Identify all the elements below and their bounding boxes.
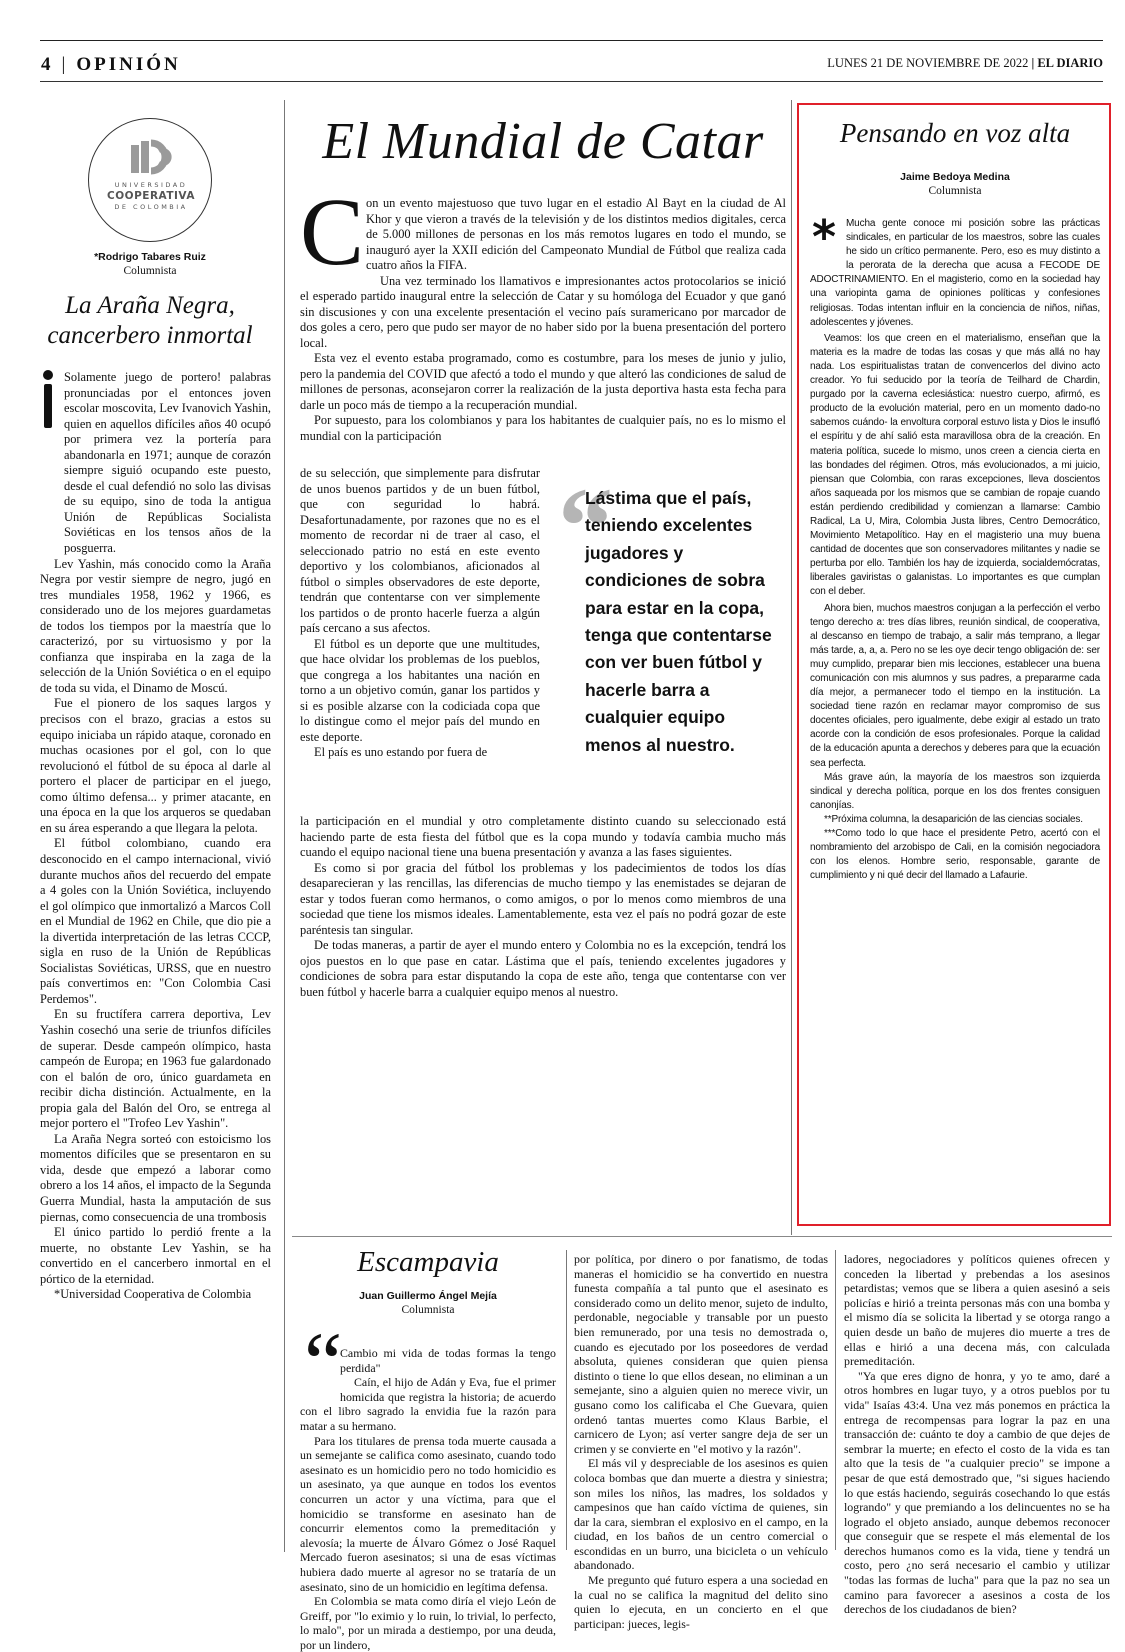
main-title: El Mundial de Catar [322, 113, 764, 170]
left-paragraph-1: Lev Yashin, más conocido como la Araña Negra por vestir siempre de negro, jugó en tres mundiales 1958, 1962 y 1966, es considerado uno de los mejores guardametas de todos los tiempos por la maestría que lo caracterizó, por su virtuosismo y por la confianza que inspiraba en la zaga de la selección de la Unión Soviética o en el equipo de toda su vida, el Dinamo de Moscú. [40, 556, 271, 695]
bottom-col3-p2: "Ya que eres digno de honra, y yo te amo, daré a otros hombres en lugar tuyo, y a otros pueblos por tu vida" Isaías 43:4. Una vez más ponemos en práctica la entrega de recompensas para lograr la paz en una transacción de: cuánto te doy a cambio de que dejes de sembrar la muerte; en efecto el costo de la vida es tan alto que la tesis de "a cualquier precio" se impone a pesar de que está demostrado que, "si sigues haciendo lo que estás haciendo, seguirás cosechando lo que estás logrando" y que premiando a los delincuentes no se ha logrado el objeto ansiado, aunque debemos reconocer que conseguir que se respete el más elemental de los derechos humanos como es la vida, tiene y tendrá un costo, pero ¿no será necesario el cambio y utilizar "todas las formas de lucha" para que la paz no sea un camino para favorecer a asesinos a costa de los derechos de los ciudadanos de bien? [844, 1368, 1110, 1617]
section-name: OPINIÓN [76, 54, 181, 75]
main-paragraph-4: El fútbol es un deporte que une multitudes, que hace olvidar los problemas de los pueblos, que congrega a los habitantes una nación en torno a un objetivo común, ganar los partidos y si es posible alzarse con la codiciada copa que lo distingue como el mejor país del mundo en este deporte. [300, 636, 540, 744]
bottom-col1-p2: Caín, el hijo de Adán y Eva, fue el primer homicida que registra la historia; de acuerdo con el libro sagrado la envidia fue la razón para matar a su hermano. [300, 1375, 556, 1433]
pullquote: Lástima que el país, teniendo excelentes jugadores y condiciones de sobra para estar en la copa, tenga que contentarse con ver buen fútbol y hacerle barra a cualquier equipo menos al nuestro. [585, 488, 772, 755]
main-paragraph-5a: El país es uno estando por fuera de [314, 745, 488, 759]
bottom-col3-p1: ladores, negociadores y políticos quienes ofrecen y conceden la libertad y prebendas a los asesinos petardistas; vemos que se libera a quien asesinó a seis policías e hirió a treinta personas más con una bomba y el mismo día se solicita la libertad y se otorga rango a quien desde un baño de mujeres dio muerte a tres de ellas e hirió a una decena más, con calculada premeditación. [844, 1252, 1110, 1369]
left-role: Columnista [123, 265, 177, 277]
university-logo [88, 118, 212, 242]
bottom-col2-p2: El más vil y despreciable de los asesinos es quien coloca bombas que dan muerte a diestra y siniestra; son miles los niños, las madres, los soldados y campesinos que han caído víctima de quienes, sin dar la cara, siembran el explosivo en el campo, en la ciudad, en los baños de un centro comercial o escondidas en un burro, una bicicleta o un vehículo abandonado. [574, 1456, 828, 1573]
left-paragraph-6: El único partido lo perdió frente a la muerte, no obstante Lev Yashin, se ha convertido en el cancerbero inmortal en el pórtico de la eternidad. [40, 1225, 271, 1286]
left-paragraph-5: La Araña Negra sorteó con estoicismo los momentos difíciles que se presentaron en su vida, desde que empezó a laborar como obrero a los 14 años, el impacto de la Segunda Guerra Mundial, hasta la amputación de sus piernas, como consecuencia de una trombosis [40, 1131, 271, 1224]
right-role: Columnista [928, 185, 982, 197]
bottom-col1-p1: Cambio mi vida de todas formas la tengo perdida" [340, 1346, 556, 1375]
bottom-col-1 [300, 1346, 556, 1652]
logo-line-2: COOPERATIVA [107, 190, 195, 202]
bottom-author: Juan Guillermo Ángel Mejía [359, 1290, 497, 1302]
main-intro-text [300, 196, 786, 274]
bottom-title: Escampavia [357, 1246, 499, 1278]
right-author: Jaime Bedoya Medina [900, 171, 1010, 183]
bottom-col-3 [844, 1252, 1110, 1617]
left-title-line-1: La Araña Negra, [65, 292, 235, 319]
header-section [41, 54, 181, 76]
asterisk-dropcap: * [812, 210, 837, 264]
left-footnote: *Universidad Cooperativa de Colombia [54, 1287, 252, 1302]
bottom-role: Columnista [401, 1304, 455, 1316]
page-number: 4 [41, 54, 54, 75]
right-note-1: **Próxima columna, la desaparición de las ciencias sociales. [824, 813, 1083, 825]
open-quote-icon: “ [304, 1314, 343, 1410]
right-paragraph-3: Más grave aún, la mayoría de los maestros son izquierda sindical y derecha política, porque en los dos frentes consiguen canonjías. [810, 771, 1100, 811]
bottom-col1-p4: En Colombia se mata como diría el viejo León de Greiff, por "lo eximio y lo ruin, lo trivial, lo perfecto, lo malo", por un mirada a destiempo, por una deuda, por un lindero, [300, 1594, 556, 1652]
header-top-rule [40, 40, 1103, 41]
column-rule-left [284, 100, 285, 1552]
main-paragraph-5b: la participación en el mundial y otro completamente distinto cuando su seleccionado está haciendo parte de esta fiesta del fútbol que es la copa mundo y todavía cambia mucho más cuando el equipo nacional tiene una buena presentación y avanza a las fases siguientes. [300, 814, 786, 859]
main-intro-span: on un evento majestuoso que tuvo lugar en el estadio Al Bayt en la ciudad de Al Khor y que vieron a través de la televisión y de los distintos medios digitales, cerca de 5.000 millones de personas en los más remotos lugares en todo el mundo, se inauguró ayer la XXII edición del Campeonato Mundial de Fútbol que realiza cada cuatro años la FIFA. [366, 196, 786, 272]
main-paragraph-1: Una vez terminado los llamativos e impresionantes actos protocolarios se inició el esperado partido inaugural entre la selección de Catar y su homóloga del Ecuador y que ganó sin discusiones y con una excelente presentación el vecino país suramericano por marcador de dos goles a cero, pero que pudo ser mayor de no haber sido por la buena presentación del portero local. [300, 273, 786, 350]
bottom-col-2 [574, 1252, 828, 1631]
header-dateline [827, 56, 1103, 71]
column-rule-right [791, 100, 792, 1235]
main-paragraph-3a: Por supuesto, para los colombianos y para los habitantes de cualquier país, no es lo mismo el mundial con la participación [300, 413, 786, 443]
main-paragraph-2: Esta vez el evento estaba programado, como es costumbre, para los meses de junio y julio, pero la pandemia del COVID que afectó a todo el mundo y que alteró las condiciones de salud de millones de personas, aconsejaron correr la realización de la justa deportiva hasta esta fecha para darle un poco más de tiempo a la recuperación mundial. [300, 351, 786, 412]
right-title: Pensando en voz alta [839, 118, 1071, 148]
header-date: LUNES 21 DE NOVIEMBRE DE 2022 [827, 56, 1029, 70]
left-title-line-2: cancerbero inmortal [47, 322, 253, 349]
bottom-rule-1 [566, 1250, 567, 1550]
right-paragraph-2: Ahora bien, muchos maestros conjugan a la perfección el verbo tengo derecho a: tres días libres, reunión sindical, de cooperativa, al descanso en tiempo de trabajo, a salir más temprano, a llegar más tarde, a, a, a. Pero no se les oye decir tengo obligación de: ser muy cumplido, preparar bien mis lecciones, establecer una buena comunicación con mis alumnos y sus padres, a prepararme cada día mejor, a permanecer todo el tiempo en la institución. La sociedad tiene razón en reclamar mayor compromiso de sus docentes oficiales, pero igualmente, debe exigir al estado un trato acorde con la condición de esos profesionales. Porque la calidad de la educación apunta a derechos y deberes para que la ecuación sea perfecta. [810, 602, 1100, 769]
main-narrow-column [300, 466, 540, 761]
left-paragraph-2: Fue el pionero de los saques largos y precisos con el brazo, gracias a estos su equipo iniciaba un rápido ataque, coronado en muchas ocasiones por el gol, con lo que revolucionó el fútbol de su época al darle al portero el placer de participar en el juego, como último defensa... y primer atacante, en una época en la que los arqueros se quedaban en su área esperando a que llegara la pelota. [40, 696, 271, 835]
logo-line-3: DE COLOMBIA [114, 203, 188, 211]
bottom-col2-p3: Me pregunto qué futuro espera a una sociedad en la cual no se califica la magnitud del delito sino quien lo ejecuta, en un concierto en el que participan: jueces, legis- [574, 1573, 828, 1631]
left-intro: Solamente juego de portero! palabras pronunciadas por el entonces joven escolar moscovita, Lev Ivanovich Yashin, quien en aquellos difíciles años 40 ocupó por primera vez la portería para abandonarla en 1971; aunque de corazón siempre siguió ocupando este puesto, desde el cual defendió no solo las divisas de su equipo, sino de toda la antigua Unión de Repúblicas Socialista Soviéticas en los tensos años de la posguerra. [64, 370, 271, 556]
main-intro [300, 196, 786, 444]
left-article-body [40, 370, 271, 1550]
main-bottom-text [300, 814, 786, 1000]
right-article-body [810, 217, 1100, 1219]
pullquote-mark-icon: “ [558, 465, 613, 587]
left-title [40, 291, 260, 351]
right-note-2: ***Como todo lo que hace el presidente Petro, acertó con el nombramiento del arzobispo de Cali, en la comisión negociadora con los elenos. Hombre serio, responsable, garante de cumplimiento y ni qué decir del llamado a Lafaurie. [810, 828, 1100, 882]
left-paragraph-3: El fútbol colombiano, cuando era desconocido en el campo internacional, vivió durante muchos años del recuerdo del empate a 4 goles con la Unión Soviética, incluyendo el gol olímpico que inmortalizó a Marcos Coll en el Mundial de 1962 en Chile, que dio pie a la divertida interpretación de las letras CCCP, sigla en ruso de la Unión de Repúblicas Socialistas Soviéticas, URSS, que en nuestro país convertimos en: "Con Colombia Casi Perdemos". [40, 836, 271, 1006]
logo-line-1: UNIVERSIDAD [114, 181, 188, 189]
left-paragraph-4: En su fructífera carrera deportiva, Lev Yashin cosechó una serie de triunfos difíciles de superar. Desde campeón olímpico, hasta campeón de Europa; en 1963 fue galardonado con el balón de oro, único guardameta en recibir dicha distinción. Actualmente, en la propia gala del Balón del Oro, se entrega al mejor portero el "Trofeo Lev Yashin". [40, 1007, 271, 1131]
section-divider [292, 1236, 1112, 1237]
right-paragraph-1: Veamos: los que creen en el materialismo, enseñan que la materia es la madre de todas las cosas y que más allá no hay nada. Los espiritualistas tratan de convencerlos del divino acto creador. Yo fui seducido por la teoría de Teilhard de Chardin, purgado por la caverna eclesiástica: nuestro cuerpo, afirmó, es producto de la evolución material, pero en un momento dado-no sabemos cuándo- la envoltura corporal estuvo lista y Dios le insufló el espíritu y de ahí salió esta maravillosa obra de la creación. En materia política, sucede lo mismo, unos creen a ciencia cierta en las bondades del régimen. Otros, más evolucionados, a mi juicio, piensan que Colombia, con raras excepciones, lleva doscientos años saqueada por los mismos que se cambian de ropaje cuando están perdiendo credibilidad y comienzan a llamarse: Cambio Radical, La U, Mira, Colombia Justa libres, Centro Democrático, Movimiento Metapolítico. Hay en el magisterio una muy buena cantidad de docentes que son conservadores militantes y nadie se perturba por ello. También los hay de izquierda, socialdemócratas, liberales gaviristas o galanistas. Lo importantes es que cumplan con el deber. [810, 332, 1100, 598]
bottom-rule-2 [835, 1250, 836, 1550]
right-intro: Mucha gente conoce mi posición sobre las prácticas sindicales, en particular de los maestros, sobre las cuales he sido un crítico permanente. Pero, eso es muy distinto a la perorata de la derecha que acusa a FECODE DE ADOCTRINAMIENTO. En el magisterio, como en la sociedad hay una variopinta gama de opiniones políticas y confesiones religiosas. Todas intentan influir en la conciencia de niños, niñas, adolescentes y jóvenes. [810, 218, 1100, 328]
main-paragraph-3b: de su selección, que simplemente para disfrutar de unos buenos partidos y de un buen fútbol, que con seguridad lo habrá. Desafortunadamente, por razones que no es el momento de recordar ni de traer al caso, el seleccionado patrio no está en este evento deportivo y los colombianos, aficionados al fútbol o simples observadores de este deporte, tendrán que contentarse con ver simplemente los partidos o de pronto hacerle fuerza a algún país cercano a sus afectos. [300, 466, 540, 635]
bottom-col1-p3: Para los titulares de prensa toda muerte causada a un semejante se califica como asesinato, cuando todo asesinato es un homicidio pero no todo homicidio es un asesinato, ya que aunque en todos los eventos concurren un actor y una víctima, para que el homicidio se transforme en asesinato han de concurrir elementos como la premeditación y alevosía; la muerte de Álvaro Gómez o José Raquel Mercado fueron asesinatos; si una de esas víctimas hubiera dado muerte al agresor no se trataría de un asesinato, sino de un homicidio en legítima defensa. [300, 1433, 556, 1594]
left-author: *Rodrigo Tabares Ruiz [94, 251, 206, 263]
newspaper-name: EL DIARIO [1037, 56, 1103, 70]
main-paragraph-7: De todas maneras, a partir de ayer el mundo entero y Colombia no es la excepción, tendrá los ojos puestos en lo que pase en catar. Lástima que el país, teniendo excelentes jugadores y condiciones de sobra para estar disputando la copa de este año, tenga que contentarse con ver buen fútbol y hacerle barra a cualquier equipo menos al nuestro. [300, 938, 786, 999]
main-paragraph-6: Es como si por gracia del fútbol los problemas y los padecimientos de todos los días desaparecieran y las rencillas, las diferencias de mucho tiempo y las enemistades se dejaran de estar y todos fueran como hermanos, o como amigos, o por lo menos como miembros de una sociedad que tiene los mismos ideales. Lamentablemente, esta vez el país no podrá gozar de este paréntesis tan singular. [300, 860, 786, 937]
main-dropcap: C [300, 178, 365, 285]
header-separator: | [61, 54, 69, 75]
bottom-col2-p1: por política, por dinero o por fanatismo, de todas maneras el homicidio se ha convertido en nuestra funesta compañía a tal punto que el asesinato es considerado como un delito menor, sujeto de indulto, perdonable, negociable y transable por un puesto bien remunerado, por una tesis no demostrada o, cuando es ejecutado por los poseedores de verdad absoluta, quienes consideran que quien piensa distinto o tiene lo que ellos desean, no eliminan a un semejante, sino a alguien quien no merece vivir, un gusano como los calificaba el Che Guevara, quien ordenó tantas muertes como Klaus Barbie, el carnicero de Lyon; así verter sangre deja de ser un crimen y se convierte en "el motivo y la razón". [574, 1252, 828, 1456]
header-date-separator: | [1031, 56, 1035, 70]
header-bottom-rule [40, 81, 1103, 82]
